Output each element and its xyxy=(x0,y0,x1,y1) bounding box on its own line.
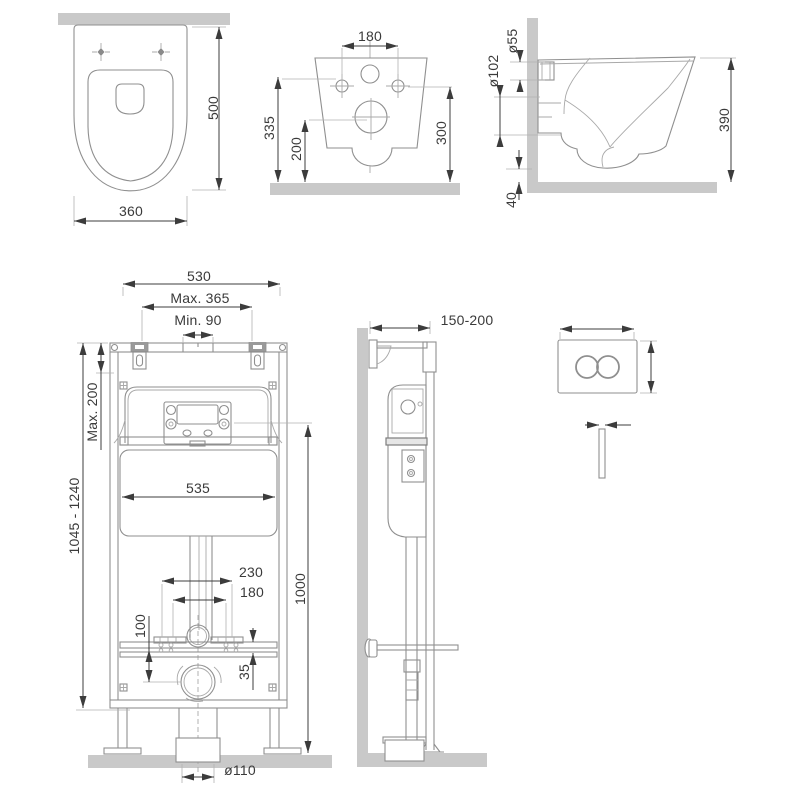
floor-strip xyxy=(270,183,460,195)
frame-front-view xyxy=(76,284,332,783)
dim-label-drain-dia: ø110 xyxy=(224,762,256,778)
dim-label-spacing-outer: 230 xyxy=(239,564,263,580)
drain-duct xyxy=(176,738,220,762)
dim-label-depth-range: 150-200 xyxy=(440,312,494,328)
dim-label-frame-width: 530 xyxy=(187,268,211,284)
dim-label-height-side: 300 xyxy=(433,121,449,145)
dim-label-clearance: 40 xyxy=(503,192,519,208)
plate-thickness xyxy=(599,429,605,478)
flush-button-left xyxy=(576,356,598,378)
hanger-bracket-right xyxy=(251,352,264,369)
dim-label-offset-rail: 100 xyxy=(132,614,148,638)
dim-label-spacing-inner: 180 xyxy=(240,584,264,600)
dim-label-mount-spacing: 180 xyxy=(358,28,382,44)
cistern-side xyxy=(388,385,426,537)
frame-side-view xyxy=(357,321,487,767)
dim-label-install-height: 1000 xyxy=(292,573,308,605)
dim-label-max-depth: Max. 200 xyxy=(84,382,100,442)
foot-right xyxy=(264,748,301,754)
toilet-side-view xyxy=(494,18,736,200)
toilet-rear-view xyxy=(270,40,460,195)
dim-label-depth: 500 xyxy=(205,96,221,120)
inspection-collar xyxy=(114,387,282,443)
foot-left xyxy=(104,748,141,754)
dim-label-inlet-dia: ø55 xyxy=(504,28,520,54)
dim-label-outlet-dia: ø102 xyxy=(485,54,501,88)
dim-label-height-range: 1045 - 1240 xyxy=(66,477,82,555)
frame-foot-side xyxy=(385,740,424,761)
hanger-bracket-left xyxy=(133,352,146,369)
dim-label-bowl-height: 390 xyxy=(716,108,732,132)
dim-label-height-total: 335 xyxy=(261,116,277,140)
flush-valve-unit xyxy=(164,402,231,446)
dim-label-tank-width: 535 xyxy=(186,480,210,496)
wall-strip xyxy=(58,13,230,25)
dim-label-width: 360 xyxy=(119,203,143,219)
dim-label-height-outlet: 200 xyxy=(288,137,304,161)
dim-label-max-width: Max. 365 xyxy=(170,290,230,306)
wall-anchor xyxy=(365,639,458,657)
frame-rail-cap xyxy=(423,342,436,372)
wall-strip xyxy=(357,328,368,767)
dim-label-min-width: Min. 90 xyxy=(174,312,222,328)
floor-strip xyxy=(527,182,717,193)
wall-strip xyxy=(527,18,538,193)
flush-plate-view xyxy=(558,329,657,478)
dim-label-offset-small: 35 xyxy=(236,664,252,680)
flush-button-right xyxy=(597,356,619,378)
